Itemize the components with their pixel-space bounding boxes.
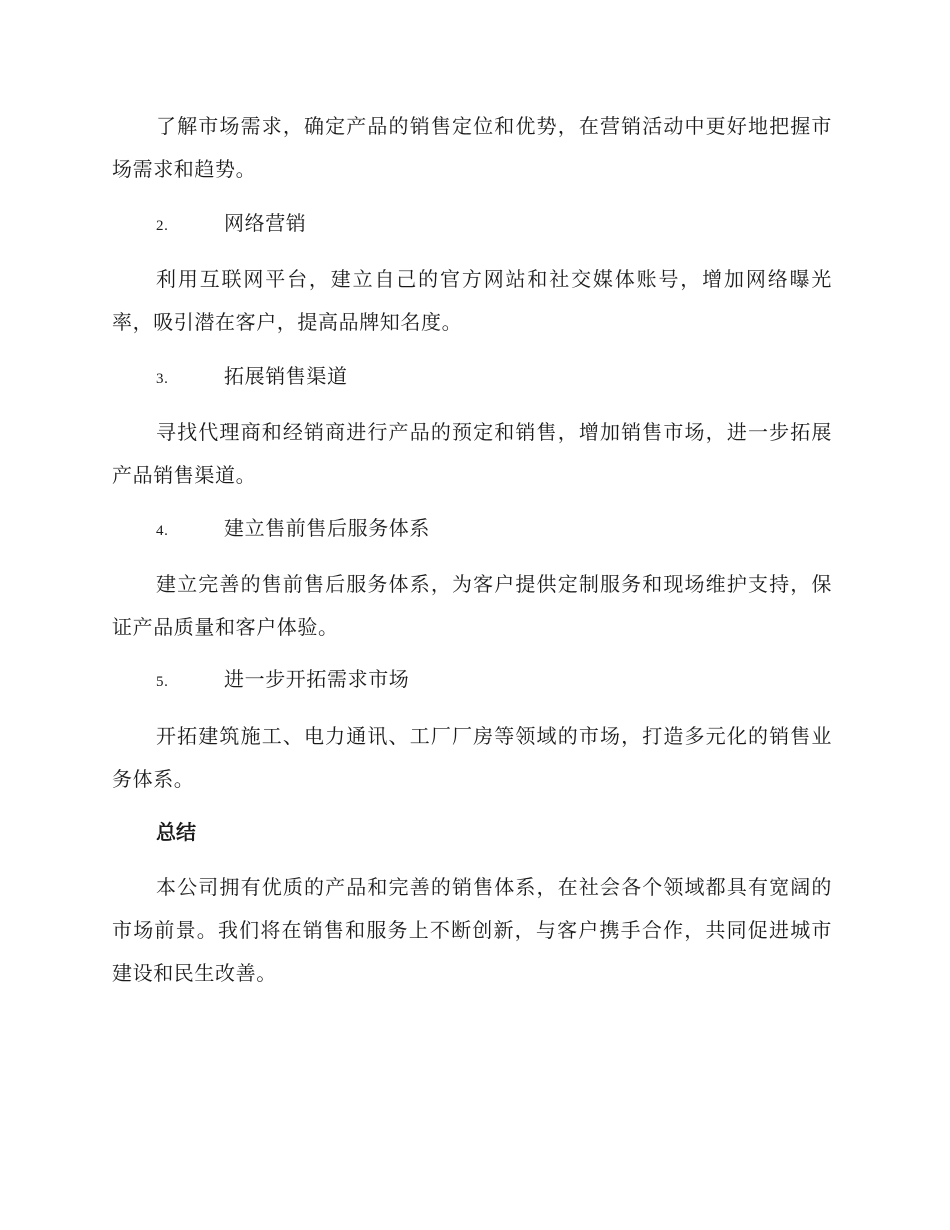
- list-item-title: 进一步开拓需求市场: [224, 667, 410, 691]
- list-item-body-block: [112, 258, 832, 344]
- list-item-heading-4: [156, 513, 430, 546]
- list-item-heading-2: [156, 208, 306, 241]
- list-item-title: 网络营销: [224, 211, 307, 235]
- summary-paragraph-block: [112, 866, 832, 995]
- list-item-title: 建立售前售后服务体系: [224, 516, 430, 540]
- intro-paragraph-block: [112, 105, 832, 191]
- list-item-body-block: [112, 411, 832, 497]
- list-item-text: 寻找代理商和经销商进行产品的预定和销售，增加销售市场，进一步拓展产品销售渠道。: [112, 420, 832, 487]
- summary-heading: 总结: [156, 820, 196, 844]
- list-item-number: 4.: [156, 523, 169, 539]
- list-item-title: 拓展销售渠道: [224, 364, 348, 388]
- list-item-text: 开拓建筑施工、电力通讯、工厂厂房等领域的市场，打造多元化的销售业务体系。: [112, 724, 832, 791]
- intro-paragraph: 了解市场需求，确定产品的销售定位和优势，在营销活动中更好地把握市场需求和趋势。: [112, 114, 832, 181]
- list-item-heading-3: [156, 361, 348, 394]
- list-item-number: 3.: [156, 371, 169, 387]
- list-item-heading-5: [156, 664, 409, 697]
- list-item-body-block: [112, 715, 832, 801]
- list-item-number: 2.: [156, 218, 169, 234]
- list-item-number: 5.: [156, 674, 169, 690]
- list-item-text: 利用互联网平台，建立自己的官方网站和社交媒体账号，增加网络曝光率，吸引潜在客户，提高品牌知名度。: [112, 267, 832, 334]
- list-item-body-block: [112, 563, 832, 649]
- summary-paragraph: 本公司拥有优质的产品和完善的销售体系，在社会各个领域都具有宽阔的市场前景。我们将在销售和服务上不断创新，与客户携手合作，共同促进城市建设和民生改善。: [112, 875, 832, 985]
- list-item-text: 建立完善的售前售后服务体系，为客户提供定制服务和现场维护支持，保证产品质量和客户体验。: [112, 572, 832, 639]
